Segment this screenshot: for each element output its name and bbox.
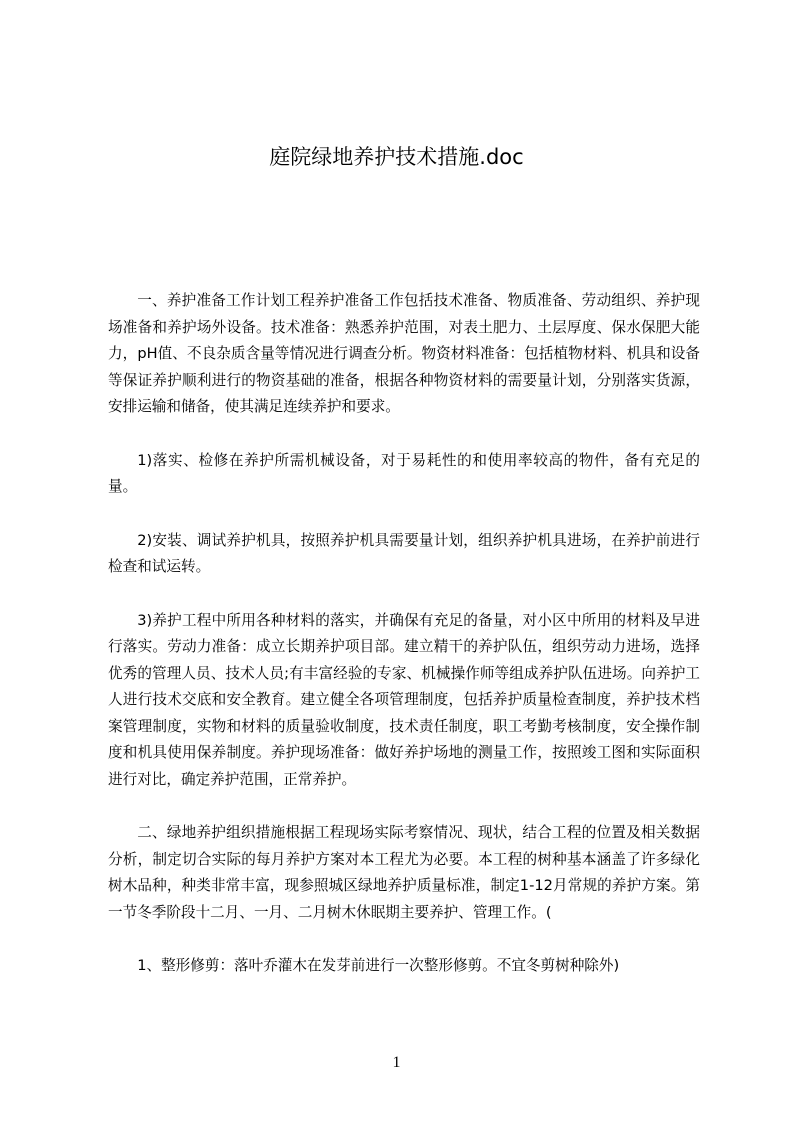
page-number: 1 <box>392 1054 401 1071</box>
document-title: 庭院绿地养护技术措施.doc <box>269 145 524 169</box>
paragraph-equipment-check: 1)落实、检修在养护所需机械设备，对于易耗性的和使用率较高的物件，备有充足的量。 <box>108 451 700 495</box>
paragraph-preparation-plan: 一、养护准备工作计划工程养护准备工作包括技术准备、物质准备、劳动组织、养护现场准备和养护场外设备。技术准备：熟悉养护范围，对表土肥力、土层厚度、保水保肥大能力，pH值、不良杂质含量等情况进行调查分析。物资材料准备：包括植物材料、机具和设备等保证养护顺利进行的物资基础的准备，根据各种物资材料的需要量计划，分别落实货源，安排运输和储备，使其满足连续养护和要求。 <box>108 292 700 415</box>
paragraph-machinery-install: 2)安装、调试养护机具，按照养护机具需要量计划，组织养护机具进场，在养护前进行检查和试运转。 <box>108 531 700 575</box>
paragraph-materials-labor: 3)养护工程中所用各种材料的落实，并确保有充足的备量，对小区中所用的材料及早进行落实。劳动力准备：成立长期养护项目部。建立精干的养护队伍，组织劳动力进场，选择优秀的管理人员、技术人员;有丰富经验的专家、机械操作师等组成养护队伍进场。向养护工人进行技术交底和安全教育。建立健全各项管理制度，包括养护质量检查制度，养护技术档案管理制度，实物和材料的质量验收制度，技术责任制度，职工考勤考核制度，安全操作制度和机具使用保养制度。养护现场准备：做好养护场地的测量工作，按照竣工图和实际面积进行对比，确定养护范围，正常养护。 <box>108 611 700 788</box>
paragraph-pruning: 1、整形修剪：落叶乔灌木在发芽前进行一次整形修剪。不宜冬剪树种除外) <box>137 957 620 974</box>
document-body <box>108 288 700 980</box>
paragraph-organization-measures: 二、绿地养护组织措施根据工程现场实际考察情况、现状，结合工程的位置及相关数据分析，制定切合实际的每月养护方案对本工程尤为必要。本工程的树种基本涵盖了许多绿化树木品种，种类非常丰富，现参照城区绿地养护质量标准，制定1-12月常规的养护方案。第一节冬季阶段十二月、一月、二月树木休眠期主要养护、管理工作。( <box>108 824 700 921</box>
